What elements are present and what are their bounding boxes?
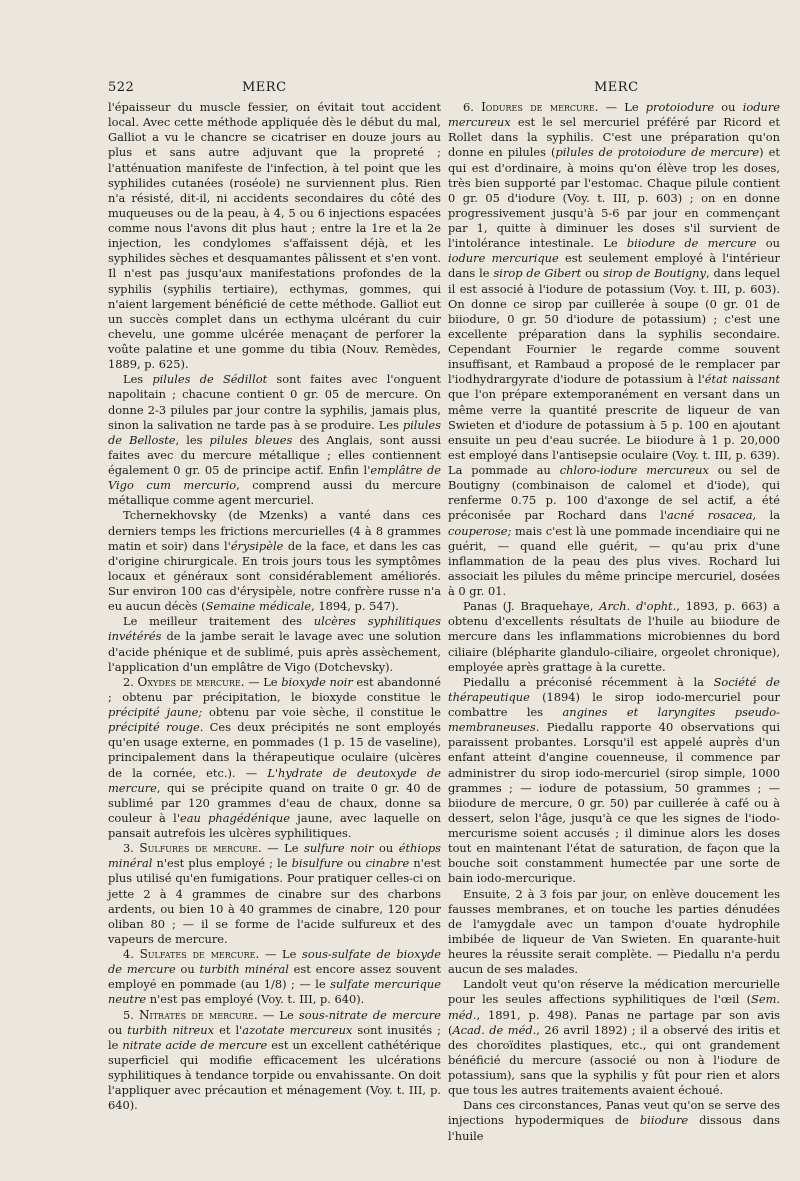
paragraph: Ensuite, 2 à 3 fois par jour, on enlève doucement les fausses membranes, et on touche les parties dénudées de l'amygdale avec un tampon d'ouate hydrophile imbibée de liqueur de Van Swieten. En quarante-huit heures la réussite serait complète. — Piedallu n'a perdu aucun de ses malades. xyxy=(448,886,780,977)
paragraph: Panas (J. Braquehaye, Arch. d'opht., 1893, p. 663) a obtenu d'excellents résultats de l'huile au biiodure de mercure dans les inflammations microbiennes du bord ciliaire (blépharite glandulo-ciliaire, orgeolet chronique), employée après grattage à la curette. xyxy=(448,599,780,674)
paragraph: l'épaisseur du muscle fessier, on évitait tout accident local. Avec cette méthode appliquée dès le début du mal, Galliot a vu le chancre se cicatriser en douze jours au plus et sans autre adjuvant que la propreté ; l'atténuation manifeste de l'infection, à tel point que les syphilides cutanées (roséole) ne surviennent plus. Rien n'a résisté, dit-il, ni accidents secondaires du côté des muqueuses ou de la peau, à 4, 5 ou 6 injections espacées comme nous l'avons dit plus haut ; entre la 1re et la 2e injection, les condylomes s'affaissent déjà, et les syphilides sèches et desquamantes pâlissent et s'en vont. Il n'est pas jusqu'aux manifestations profondes de la syphilis (syphilis tertiaire), ecthymas, gommes, qui n'aient largement bénéficié de cette méthode. Galliot eut un succès complet dans un ecthyma ulcérant du cuir chevelu, une gomme ulcérée menaçant de perforer la voûte palatine et une gomme du tibia (Nouv. Remèdes, 1889, p. 625). xyxy=(108,100,441,372)
left-running-head: MERC xyxy=(242,80,287,95)
paragraph: Dans ces circonstances, Panas veut qu'on se serve des injections hypodermiques de biiodure dissous dans l'huile xyxy=(448,1098,781,1143)
right-running-head: MERC xyxy=(594,80,639,95)
section-heading: Nitrates de mercure. xyxy=(139,1007,258,1022)
paragraph: Tchernekhovsky (de Mzenks) a vanté dans ces derniers temps les frictions mercurielles (4 à 8 grammes matin et soir) dans l'érysipèle de la face, et dans les cas d'origine chirurgicale. En trois jours tous les symptômes locaux et généraux sont considérablement améliorés. Sur environ 100 cas d'érysipèle, notre confrère russe n'a eu aucun décès (Semaine médicale, 1894, p. 547). xyxy=(108,508,441,614)
section-heading: Sulfures de mercure. xyxy=(139,841,262,856)
section-oxydes: 2. Oxydes de mercure. — Le bioxyde noir est abandonné ; obtenu par précipitation, le bioxyde constitue le précipité jaune; obtenu par voie sèche, il constitue le précipité rouge. Ces deux précipités ne sont employés qu'en usage externe, en pommades (1 p. 15 de vaseline), principalement dans la thérapeutique oculaire (ulcères de la cornée, etc.). — L'hydrate de deutoxyde de mercure, qui se précipite quand on traite 0 gr. 40 de sublimé par 120 grammes d'eau de chaux, donne sa couleur à l'eau phagédénique jaune, avec laquelle on pansait autrefois les ulcères syphilitiques. xyxy=(108,674,442,840)
section-heading: Oxydes de mercure. xyxy=(137,674,245,689)
paragraph: Les pilules de Sédillot sont faites avec l'onguent napolitain ; chacune contient 0 gr. 05 de mercure. On donne 2-3 pilules par jour contre la syphilis, jamais plus, sinon la salivation ne tarde pas à se produire. Les pilules de Belloste, les pilules bleues des Anglais, sont aussi faites avec du mercure métallique ; elles contiennent également 0 gr. 05 de principe actif. Enfin l'emplâtre de Vigo cum mercurio, comprend aussi du mercure métallique comme agent mercuriel. xyxy=(108,372,441,508)
section-nitrates: 5. Nitrates de mercure. — Le sous-nitrate de mercure ou turbith nitreux et l'azotate mercureux sont inusités ; le nitrate acide de mercure est un excellent cathétérique superficiel qui modifie efficacement les ulcérations syphilitiques à tendance torpide ou envahissante. On doit l'appliquer avec précaution et ménagement (Voy. t. III, p. 640). xyxy=(108,1007,441,1113)
section-sulfures: 3. Sulfures de mercure. — Le sulfure noir ou éthiops minéral n'est plus employé ; le bisulfure ou cinabre n'est plus utilisé qu'en fumigations. Pour pratiquer celles-ci on jette 2 à 4 grammes de cinabre sur des charbons ardents, ou bien 10 à 40 grammes de cinabre, 120 pour oliban 80 ; — il se forme de l'acide sulfureux et des vapeurs de mercure. xyxy=(108,841,442,946)
section-heading: Sulfates de mercure. xyxy=(139,947,260,961)
section-iodures: 6. Iodures de mercure. — Le protoiodure ou iodure mercureux est le sel mercuriel préféré par Ricord et Rollet dans la syphilis. C'est une préparation qu'on donne en pilules (pilules de protoiodure de mercure) et qui est d'ordinaire, à moins qu'on élève trop les doses, très bien supporté par l'estomac. Chaque pilule contient 0 gr. 05 d'iodure (Voy. t. III, p. 603) ; on en donne progressivement jusqu'à 5-6 par jour en commençant par 1, quitte à diminuer les doses s'il survient de l'intolérance intestinale. Le biiodure de mercure ou iodure mercurique est seulement employé à l'intérieur dans le sirop de Gibert ou sirop de Boutigny, dans lequel il est associé à l'iodure de potassium (Voy. t. III, p. 603). On donne ce sirop par cuillerée à soupe (0 gr. 01 de biiodure, 0 gr. 50 d'iodure de potassium) ; c'est une excellente préparation dans la syphilis secondaire. Cependant Fournier le regarde comme souvent insuffisant, et Rambaud a proposé de le remplacer par l'iodhydrargyrate d'iodure de potassium à l'état naissant que l'on prépare extemporanément en versant dans un même verre la quantité prescrite de liqueur de van Swieten et d'iodure de potassium à 5 p. 100 en ajoutant ensuite un peu d'eau sucrée. Le biiodure à 1 p. 20,000 est employé dans l'antisepsie oculaire (Voy. t. III, p. 639). La pommade au chloro-iodure mercureux ou sel de Boutigny (combinaison de calomel et d'iode), qui renferme 0.75 p. 100 d'axonge de sel actif, a été préconisée par Rochard dans l'acné rosacea, la couperose; mais c'est là une pommade incendiaire qui ne guérit, — quand elle guérit, — qu'au prix d'une inflammation de la peau des plus vives. Rochard lui associait les pilules du même principe mercuriel, dosées à 0 gr. 01. xyxy=(448,100,781,598)
section-heading: Iodures de mercure. xyxy=(481,100,599,114)
left-column xyxy=(108,100,441,1113)
page-number: 522 xyxy=(108,80,135,95)
right-column xyxy=(448,100,780,1144)
section-sulfates: 4. Sulfates de mercure. — Le sous-sulfate de bioxyde de mercure ou turbith minéral est encore assez souvent employé en pommade (au 1/8) ; — le sulfate mercurique neutre n'est pas employé (Voy. t. III, p. 640). xyxy=(108,947,442,1007)
paragraph: Piedallu a préconisé récemment à la Société de thérapeutique (1894) le sirop iodo-mercuriel pour combattre les angines et laryngites pseudo-membraneuses. Piedallu rapporte 40 observations qui paraissent probantes. Lorsqu'il est appelé auprès d'un enfant atteint d'angine couenneuse, il commence par administrer du sirop iodo-mercuriel (sirop simple, 1000 grammes ; — iodure de potassium, 50 grammes ; — biiodure de mercure, 0 gr. 50) par cuillerée à café ou à dessert, selon l'âge, jusqu'à ce que les signes de l'iodo-mercurisme soient accusés ; il diminue alors les doses tout en maintenant l'état de saturation, de façon que la bouche soit constamment humectée par une sorte de bain iodo-mercurique. xyxy=(448,674,780,886)
paragraph: Landolt veut qu'on réserve la médication mercurielle pour les seules affections syphilitiques de l'œil (Sem. méd., 1891, p. 498). Panas ne partage par son avis (Acad. de méd., 26 avril 1892) ; il a observé des iritis et des choroïdites plastiques, etc., qui ont grandement bénéficié du mercure (associé ou non à l'iodure de potassium), sans que la syphilis y fût pour rien et alors que tous les autres traitements avaient échoué. xyxy=(448,977,780,1098)
running-header xyxy=(0,80,800,100)
paragraph: Le meilleur traitement des ulcères syphilitiques invétérés de la jambe serait le lavage avec une solution d'acide phénique et de sublimé, puis après assèchement, l'application d'un emplâtre de Vigo (Dotchevsky). xyxy=(108,614,442,674)
